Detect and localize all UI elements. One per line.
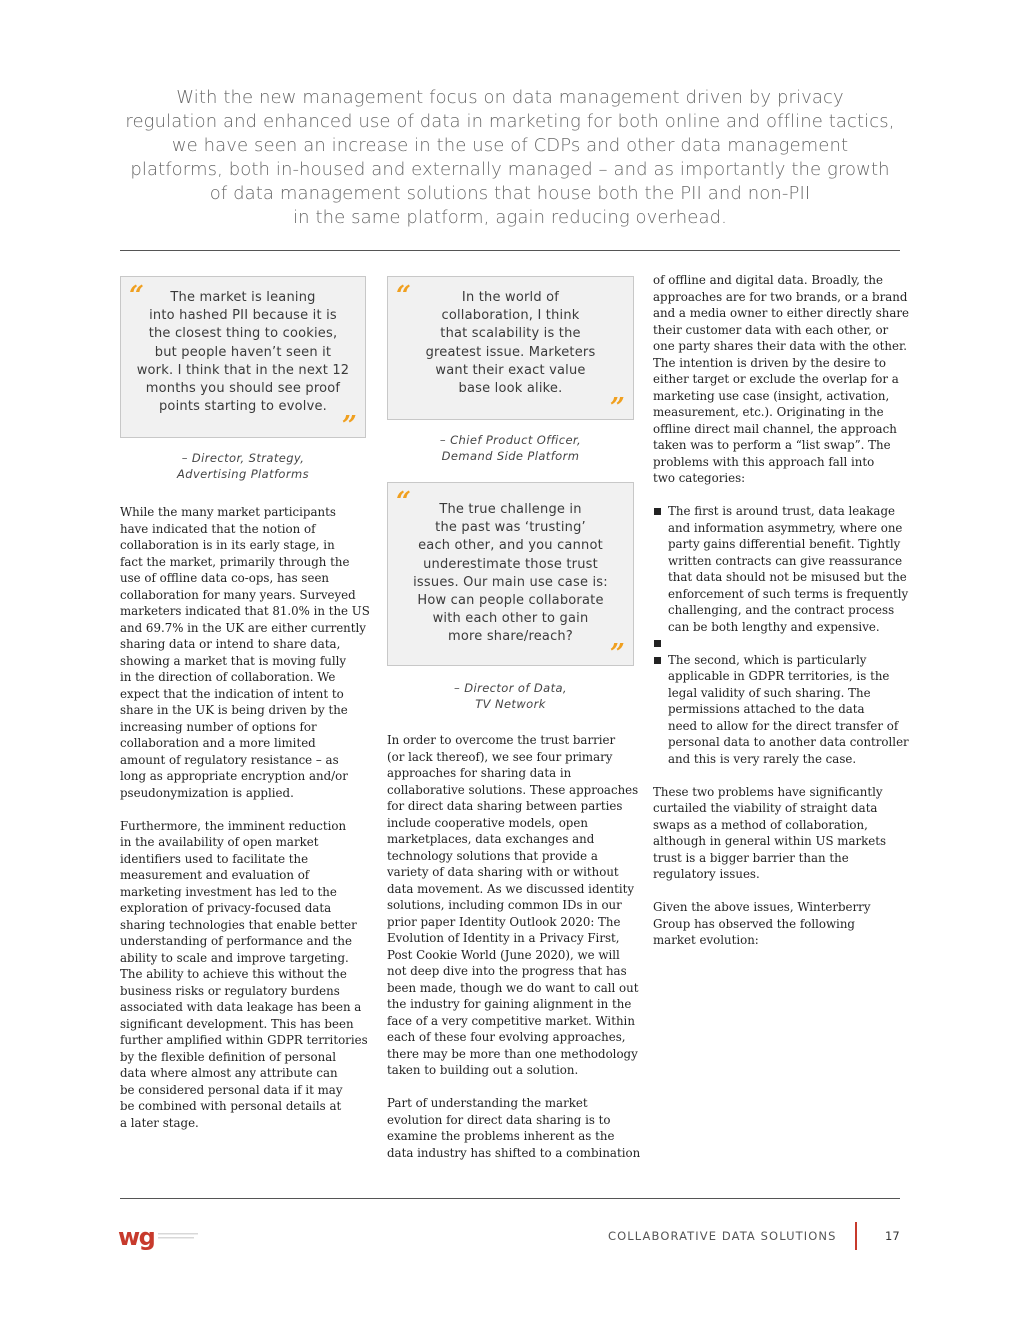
text-line: increasing number of options for — [120, 719, 317, 734]
text-line: The first is around trust, data leakage — [668, 504, 895, 518]
text-line: examine the problems inherent as the — [387, 1129, 615, 1143]
paragraph — [653, 272, 910, 487]
text-line: that data should not be misused but the — [668, 570, 907, 584]
text-line: evolution for direct data sharing is to — [387, 1112, 611, 1127]
text-line: These two problems have significantly — [653, 784, 883, 799]
text-line: although in general within US markets — [653, 834, 887, 848]
intro-line: of data management solutions that house both the PII and non-PII — [209, 183, 811, 204]
column-3 — [653, 272, 910, 949]
text-line: and 69.7% in the UK are either currently — [120, 620, 366, 635]
text-line: business risks or regulatory burdens — [120, 983, 340, 998]
paragraph — [653, 784, 900, 883]
bullet-list — [653, 503, 909, 767]
paragraph — [120, 818, 366, 1132]
open-quote-icon: “ — [396, 487, 412, 517]
bullet-item — [653, 652, 909, 768]
pull-quote-3 — [387, 482, 634, 669]
quote-attribution-2 — [387, 432, 634, 464]
text-line: in the availability of open market — [120, 835, 319, 849]
quote-line: issues. Our main use case is: — [413, 574, 608, 590]
quote-line: points starting to evolve. — [158, 399, 328, 415]
text-line: further amplified within GDPR territories — [120, 1033, 368, 1047]
text-line: data industry has shifted to a combination — [387, 1145, 641, 1160]
quote-line: base look alike. — [458, 381, 563, 397]
text-line: measurement and evaluation of — [120, 868, 310, 882]
text-line: variety of data sharing with or without — [387, 865, 619, 879]
attribution-line: – Chief Product Officer, — [439, 433, 582, 447]
quote-line: more share/reach? — [448, 629, 573, 645]
text-line: there may be more than one methodology — [387, 1046, 638, 1061]
text-line: marketplaces, data exchanges and — [387, 832, 595, 846]
quote-attribution-3 — [387, 680, 634, 712]
text-line: prior paper Identity Outlook 2020: The — [387, 914, 621, 929]
footer-section-title: COLLABORATIVE DATA SOLUTIONS — [608, 1229, 837, 1243]
text-line: swaps as a method of collaboration, — [653, 817, 868, 832]
text-line: be considered personal data if it may — [120, 1082, 343, 1097]
text-line: exploration of privacy-focused data — [120, 901, 332, 915]
intro-line: in the same platform, again reducing overhead. — [293, 207, 727, 228]
paragraph — [653, 899, 900, 949]
text-line: problems with this approach fall into — [653, 454, 875, 469]
text-line: In order to overcome the trust barrier — [387, 733, 616, 747]
text-line: data where almost any attribute can — [120, 1066, 338, 1080]
text-line: Part of understanding the market — [387, 1096, 588, 1110]
text-line: their customer data with each other, or — [653, 322, 889, 337]
text-line: curtailed the viability of straight data — [653, 801, 878, 815]
intro-line: platforms, both in-housed and externally managed – and as importantly the growth — [130, 159, 890, 180]
intro-line: With the new management focus on data management driven by privacy — [176, 87, 844, 108]
text-line: use of offline data co-ops, has seen — [120, 571, 330, 585]
quote-line: months you should see proof — [145, 381, 341, 397]
text-line: enforcement of such terms is frequently — [668, 586, 909, 601]
text-line: marketing use case (insight, activation, — [653, 388, 890, 403]
page-number: 17 — [885, 1229, 900, 1243]
quote-line: with each other to gain — [432, 611, 589, 627]
attribution-line: – Director, Strategy, — [181, 451, 305, 465]
intro-line: regulation and enhanced use of data in marketing for both online and offline tactics, — [125, 111, 895, 132]
text-line: need to allow for the direct transfer of — [668, 718, 899, 733]
text-line: either target or exclude the overlap for a — [653, 372, 899, 386]
column-1-body — [120, 504, 370, 1131]
text-line: associated with data leakage has been a — [120, 1000, 362, 1014]
text-line: sharing technologies that enable better — [120, 917, 357, 932]
text-line: data movement. As we discussed identity — [387, 881, 634, 896]
quote-line: want their exact value — [435, 362, 586, 378]
text-line: expect that the indication of intent to — [120, 686, 344, 701]
text-line: The second, which is particularly — [668, 652, 867, 667]
quote-line: How can people collaborate — [417, 593, 604, 609]
attribution-line: – Director of Data, — [454, 681, 567, 695]
open-quote-icon: “ — [396, 281, 412, 311]
text-line: each of these four evolving approaches, — [387, 1030, 626, 1044]
text-line: and information asymmetry, where one — [668, 520, 903, 535]
text-line: and this is very rarely the case. — [668, 751, 857, 766]
footer-divider — [120, 1198, 900, 1199]
text-line: identifiers used to facilitate the — [120, 851, 309, 866]
logo-wordmark-mark — [158, 1237, 194, 1239]
text-line: be combined with personal details at — [120, 1099, 342, 1113]
text-line: personal data to another data controller — [668, 735, 909, 749]
intro-line: we have seen an increase in the use of CDPs and other data management — [171, 135, 849, 156]
pull-quote-2 — [387, 276, 634, 423]
text-line: party gains differential benefit. Tightly — [668, 537, 901, 551]
column-1 — [120, 276, 370, 1131]
text-line: been made, though we do want to call out — [387, 980, 639, 995]
text-line: and a media owner to either directly share — [653, 306, 910, 320]
text-line: While the many market participants — [120, 505, 336, 519]
quote-line: underestimate those trust — [423, 556, 598, 572]
paragraph — [120, 504, 370, 801]
text-line: trust is a bigger barrier than the — [653, 850, 849, 865]
paragraph — [387, 1095, 641, 1161]
text-line: one party shares their data with the other. — [653, 339, 908, 353]
column-2 — [387, 276, 641, 1161]
attribution-line: TV Network — [475, 697, 546, 711]
footer-separator — [855, 1222, 857, 1250]
quote-line: the closest thing to cookies, — [148, 326, 338, 342]
winterberry-logo — [118, 1225, 208, 1255]
text-line: written contracts can give reassurance — [668, 553, 903, 568]
attribution-line: Advertising Platforms — [176, 467, 309, 481]
pull-quote-1 — [120, 276, 366, 441]
text-line: applicable in GDPR territories, is the — [668, 669, 890, 683]
bullet-spacer — [653, 635, 900, 652]
text-line: sharing data or intend to share data, — [120, 637, 341, 651]
text-line: fact the market, primarily through the — [120, 554, 350, 569]
text-line: measurement, etc.). Originating in the — [653, 405, 884, 419]
text-line: amount of regulatory resistance – as — [120, 752, 339, 767]
logo-letters: wg — [118, 1225, 155, 1251]
text-line: of offline and digital data. Broadly, the — [653, 273, 883, 287]
text-line: face of a very competitive market. Within — [387, 1013, 635, 1028]
text-line: long as appropriate encryption and/or — [120, 769, 348, 783]
text-line: collaboration for many years. Surveyed — [120, 587, 356, 602]
bullet-item — [653, 503, 909, 635]
quote-line: the past was ‘trusting’ — [435, 520, 586, 536]
text-line: can be both lengthy and expensive. — [668, 619, 880, 634]
intro-paragraph — [120, 86, 900, 230]
text-line: legal validity of such sharing. The — [668, 685, 871, 700]
text-line: include cooperative models, open — [387, 815, 588, 830]
text-line: collaboration is in its early stage, in — [120, 538, 335, 552]
quote-line: but people haven’t seen it — [154, 344, 332, 360]
text-line: pseudonymization is applied. — [120, 785, 294, 800]
text-line: The ability to achieve this without the — [120, 967, 347, 981]
text-line: offline direct mail channel, the approach — [653, 421, 897, 436]
attribution-line: Demand Side Platform — [441, 449, 580, 463]
open-quote-icon: “ — [129, 281, 145, 311]
text-line: Given the above issues, Winterberry — [653, 900, 871, 914]
text-line: two categories: — [653, 471, 746, 485]
text-line: showing a market that is moving fully — [120, 653, 347, 668]
text-line: have indicated that the notion of — [120, 521, 316, 536]
text-line: ability to scale and improve targeting. — [120, 950, 349, 965]
text-line: by the flexible definition of personal — [120, 1049, 337, 1064]
text-line: collaborative solutions. These approaches — [387, 782, 639, 797]
text-line: challenging, and the contract process — [668, 603, 895, 617]
text-line: permissions attached to the data — [668, 702, 865, 716]
close-quote-icon: ” — [609, 393, 625, 423]
text-line: share in the UK is being driven by the — [120, 703, 348, 717]
text-line: taken to building out a solution. — [387, 1063, 579, 1077]
quote-line: into hashed PII because it is — [149, 308, 337, 324]
text-line: Evolution of Identity in a Privacy First, — [387, 931, 620, 945]
quote-line: collaboration, I think — [441, 308, 580, 324]
text-line: not deep dive into the progress that has — [387, 964, 627, 978]
text-line: a later stage. — [120, 1115, 199, 1130]
text-line: approaches are for two brands, or a brand — [653, 289, 908, 304]
text-line: market evolution: — [653, 933, 759, 947]
text-line: for direct data sharing between parties — [387, 799, 623, 813]
text-line: taken was to perform a “list swap”. The — [653, 438, 891, 452]
text-line: marketers indicated that 81.0% in the US — [120, 604, 370, 618]
text-line: Post Cookie World (June 2020), we will — [387, 947, 620, 962]
quote-line: In the world of — [461, 290, 560, 305]
text-line: Group has observed the following — [653, 916, 855, 931]
text-line: marketing investment has led to the — [120, 884, 337, 899]
quote-line: that scalability is the — [440, 326, 581, 342]
text-line: the industry for gaining alignment in the — [387, 997, 632, 1011]
top-divider — [120, 250, 900, 251]
text-line: solutions, including common IDs in our — [387, 898, 622, 912]
text-line: collaboration and a more limited — [120, 736, 316, 750]
text-line: approaches for sharing data in — [387, 766, 572, 780]
quote-line: The true challenge in — [439, 502, 582, 517]
quote-line: work. I think that in the next 12 — [136, 362, 350, 378]
text-line: Furthermore, the imminent reduction — [120, 818, 347, 833]
column-2-body — [387, 732, 641, 1161]
text-line: regulatory issues. — [653, 867, 760, 881]
quote-line: greatest issue. Marketers — [425, 344, 596, 360]
text-line: in the direction of collaboration. We — [120, 670, 336, 684]
quote-line: The market is leaning — [170, 290, 316, 305]
paragraph — [387, 732, 639, 1079]
quote-attribution-1 — [120, 450, 366, 482]
text-line: understanding of performance and the — [120, 934, 352, 948]
text-line: The intention is driven by the desire to — [653, 355, 886, 370]
text-line: significant development. This has been — [120, 1016, 354, 1031]
close-quote-icon: ” — [341, 411, 357, 441]
quote-line: each other, and you cannot — [418, 538, 603, 554]
text-line: (or lack thereof), we see four primary — [387, 749, 613, 764]
logo-wordmark-mark — [158, 1233, 198, 1235]
close-quote-icon: ” — [609, 639, 625, 669]
text-line: technology solutions that provide a — [387, 848, 598, 863]
